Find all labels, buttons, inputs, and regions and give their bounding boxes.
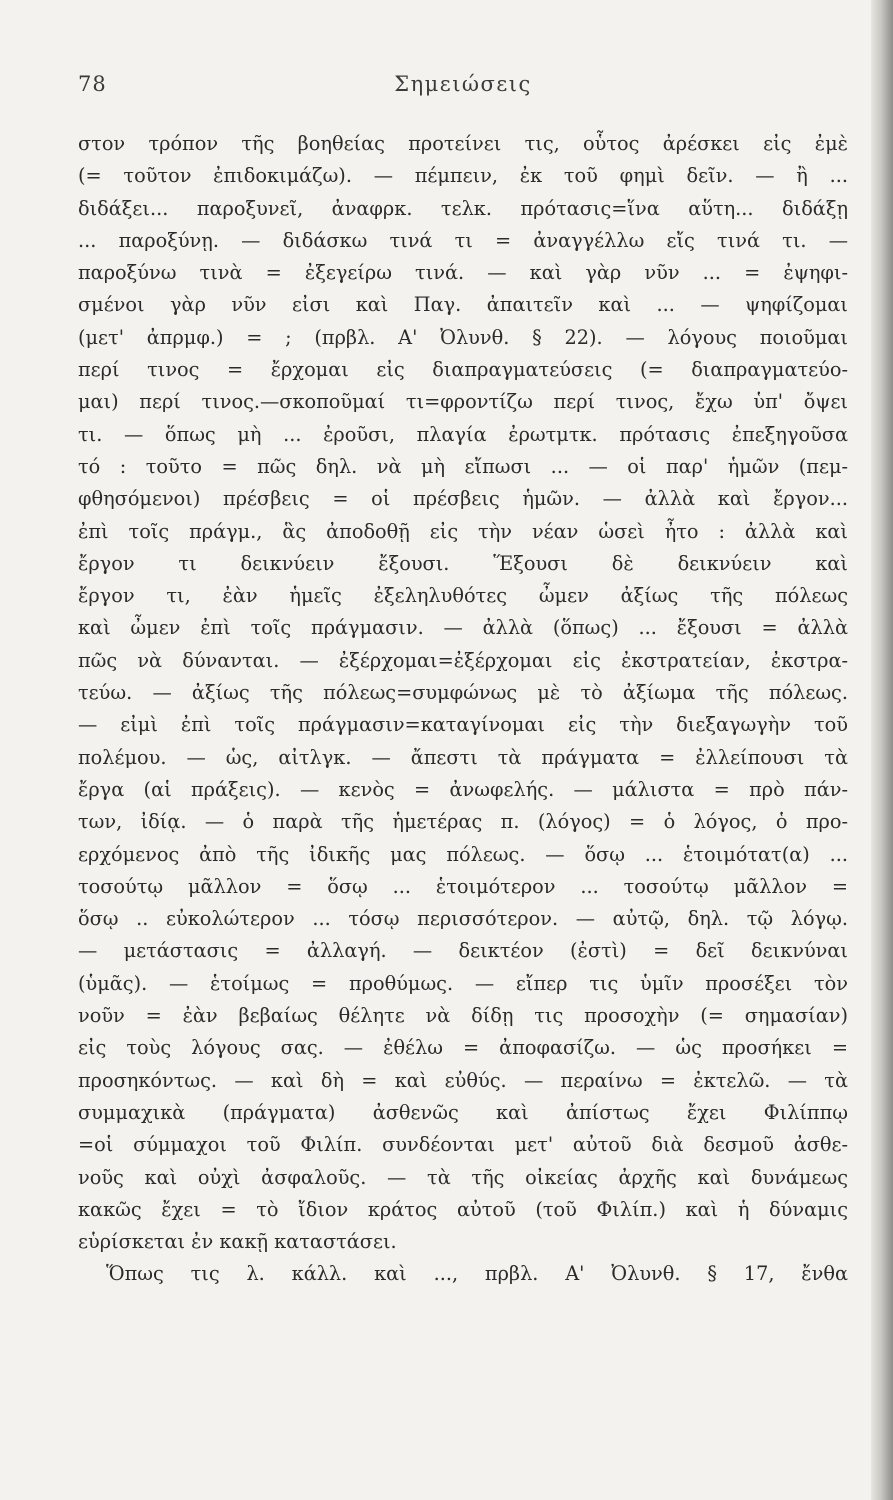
page-number: 78 [78, 72, 107, 96]
text-line: συμμαχικὰ (πράγματα) ἀσθενῶς καὶ ἀπίστως ἔχει Φιλίππῳ [78, 1100, 848, 1124]
text-line: στον τρόπον τῆς βοηθείας προτείνει τις, οὗτος ἀρέσκει εἰς ἐμὲ [78, 132, 848, 155]
notes-text-block [78, 128, 848, 1291]
text-line: ἔργον τι δεικνύειν ἔξουσι. Ἕξουσι δὲ δεικνύειν καὶ [78, 551, 848, 575]
text-line: πῶς νὰ δύνανται. — ἐξέρχομαι=ἐξέρχομαι εἰς ἐκστρατείαν, ἐκστρα- [78, 648, 848, 672]
text-line: κακῶς ἔχει = τὸ ἴδιον κράτος αὐτοῦ (τοῦ Φιλίπ.) καὶ ἡ δύναμις [78, 1197, 848, 1221]
text-line: (μετ' ἀπρμφ.) = ; (πρβλ. Α' Ὀλυνθ. § 22). — λόγους ποιοῦμαι [78, 325, 848, 349]
text-line: των, ἰδίᾳ. — ὁ παρὰ τῆς ἡμετέρας π. (λόγος) = ὁ λόγος, ὁ προ- [78, 810, 848, 834]
text-line: ὅσῳ .. εὐκολώτερον ... τόσῳ περισσότερον. — αὐτῷ, δηλ. τῷ λόγῳ. [78, 907, 848, 931]
text-line: — εἰμὶ ἐπὶ τοῖς πράγμασιν=καταγίνομαι εἰς τὴν διεξαγωγὴν τοῦ [78, 713, 848, 737]
text-line: εὑρίσκεται ἐν κακῇ καταστάσει. [78, 1230, 397, 1254]
text-line: εἰς τοὺς λόγους σας. — ἐθέλω = ἀποφασίζω. — ὡς προσήκει = [78, 1036, 848, 1060]
text-line: ἐπὶ τοῖς πράγμ., ἃς ἀποδοθῇ εἰς τὴν νέαν ὡσεὶ ἦτο : ἀλλὰ καὶ [78, 519, 848, 543]
text-line: Ὅπως τις λ. κάλλ. καὶ ..., πρβλ. Α' Ὀλυνθ. § 17, ἔνθα [106, 1262, 848, 1286]
text-line: σμένοι γὰρ νῦν εἰσι καὶ Παγ. ἀπαιτεῖν καὶ ... — ψηφίζομαι [78, 293, 848, 317]
text-line: τεύω. — ἀξίως τῆς πόλεως=συμφώνως μὲ τὸ ἀξίωμα τῆς πόλεως. [78, 681, 848, 705]
text-line: νοῦν = ἐὰν βεβαίως θέλητε νὰ δίδῃ τις προσοχὴν (= σημασίαν) [78, 1004, 848, 1028]
text-line: ἔργα (αἱ πράξεις). — κενὸς = ἀνωφελής. — μάλιστα = πρὸ πάν- [78, 777, 848, 801]
text-line: τό : τοῦτο = πῶς δηλ. νὰ μὴ εἴπωσι ... — οἱ παρ' ἡμῶν (πεμ- [78, 454, 848, 478]
text-line: — μετάστασις = ἀλλαγή. — δεικτέον (ἐστὶ) = δεῖ δεικνύναι [78, 939, 848, 963]
text-line: περί τινος = ἔρχομαι εἰς διαπραγματεύσεις (= διαπραγματεύο- [78, 358, 848, 382]
text-line: νοῦς καὶ οὐχὶ ἀσφαλοῦς. — τὰ τῆς οἰκείας ἀρχῆς καὶ δυνάμεως [78, 1165, 848, 1189]
page-header [78, 72, 848, 108]
text-line: (ὑμᾶς). — ἑτοίμως = προθύμως. — εἴπερ τις ὑμῖν προσέξει τὸν [78, 971, 848, 995]
text-line: προσηκόντως. — καὶ δὴ = καὶ εὐθύς. — περαίνω = ἐκτελῶ. — τὰ [78, 1068, 848, 1092]
text-line: ἔργον τι, ἐὰν ἡμεῖς ἐξεληλυθότες ὦμεν ἀξίως τῆς πόλεως [78, 584, 848, 608]
text-line: παροξύνω τινὰ = ἐξεγείρω τινά. — καὶ γὰρ νῦν ... = ἐψηφι- [78, 261, 848, 285]
text-line: (= τοῦτον ἐπιδοκιμάζω). — πέμπειν, ἐκ τοῦ φημὶ δεῖν. — ἢ ... [78, 164, 848, 188]
text-line: καὶ ὦμεν ἐπὶ τοῖς πράγμασιν. — ἀλλὰ (ὅπως) ... ἔξουσι = ἀλλὰ [78, 616, 848, 640]
text-line: διδάξει... παροξυνεῖ, ἀναφρκ. τελκ. πρότασις=ἵνα αὕτη... διδάξῃ [78, 196, 848, 220]
running-title: Σημειώσεις [394, 72, 532, 96]
text-line: ερχόμενος ἀπὸ τῆς ἰδικῆς μας πόλεως. — ὅσῳ ... ἑτοιμότατ(α) ... [78, 842, 848, 866]
text-line: ... παροξύνῃ. — διδάσκω τινά τι = ἀναγγέλλω εἴς τινά τι. — [78, 228, 848, 252]
text-line: τοσούτῳ μᾶλλον = ὅσῳ ... ἑτοιμότερον ... τοσούτῳ μᾶλλον = [78, 874, 848, 898]
page-edge [871, 0, 893, 1500]
text-line: φθησόμενοι) πρέσβεις = οἱ πρέσβεις ἡμῶν. — ἀλλὰ καὶ ἔργον... [78, 487, 848, 511]
text-line: πολέμου. — ὡς, αἰτλγκ. — ἄπεστι τὰ πράγματα = ἐλλείπουσι τὰ [78, 745, 848, 769]
text-line: =οἱ σύμμαχοι τοῦ Φιλίπ. συνδέονται μετ' αὐτοῦ διὰ δεσμοῦ ἀσθε- [78, 1133, 848, 1157]
text-line: τι. — ὅπως μὴ ... ἐροῦσι, πλαγία ἐρωτμτκ. πρότασις ἐπεξηγοῦσα [78, 422, 848, 446]
text-line: μαι) περί τινος.—σκοποῦμαί τι=φροντίζω περί τινος, ἔχω ὑπ' ὄψει [78, 390, 848, 414]
